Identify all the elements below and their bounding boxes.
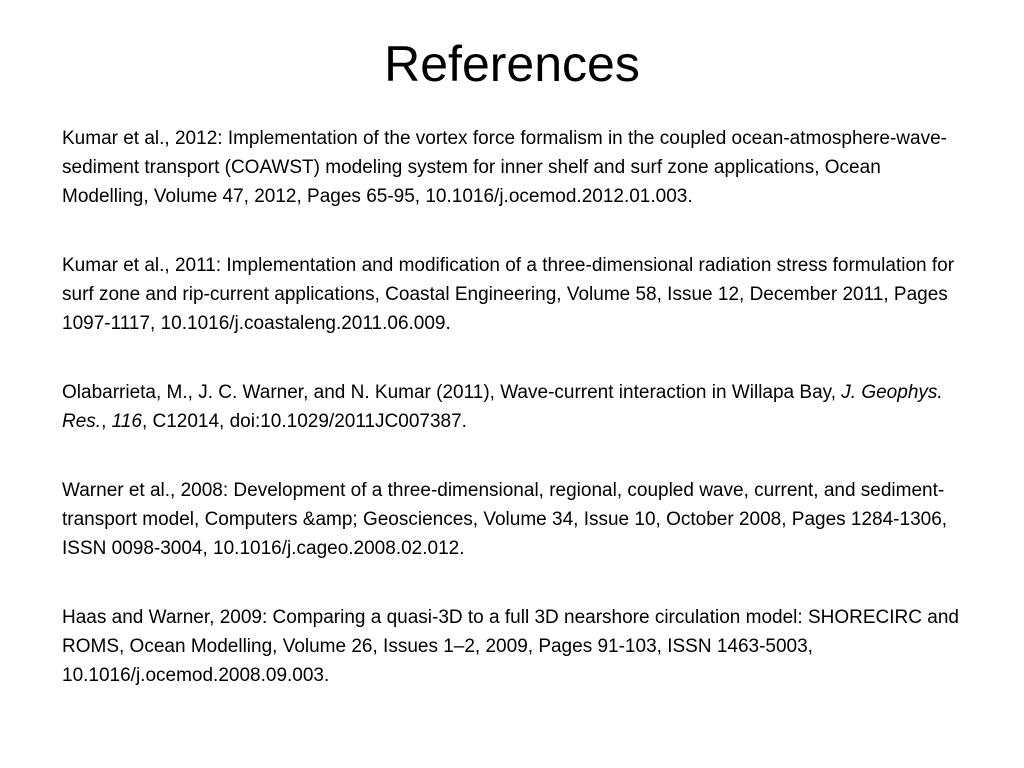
reference-item-haas-2009: Haas and Warner, 2009: Comparing a quasi-3D to a full 3D nearshore circulation model: SHORECIRC and ROMS, Ocean Modelling, Volume 26, Issues 1–2, 2009, Pages 91-103, ISSN 1463-5003, 10.1016/j.ocemod.2008.09.003.: [62, 607, 959, 686]
slide-title: References: [384, 36, 640, 92]
reference-text: , C12014, doi:10.1029/2011JC007387.: [141, 411, 467, 432]
reference-item-kumar-2011: Kumar et al., 2011: Implementation and modification of a three-dimensional radiation stress formulation for surf zone and rip-current applications, Coastal Engineering, Volume 58, Issue 12, December 2011, Pages 1097-1117, 10.1016/j.coastaleng.2011.06.009.: [62, 255, 955, 334]
reference-list: [62, 124, 962, 690]
reference-text: Olabarrieta, M., J. C. Warner, and N. Kumar (2011), Wave-current interaction in Willapa Bay,: [62, 382, 842, 403]
journal-volume: 116: [111, 411, 142, 432]
reference-separator: ,: [101, 411, 112, 432]
reference-item-kumar-2012: Kumar et al., 2012: Implementation of the vortex force formalism in the coupled ocean-atmosphere-wave-sediment transport (COAWST) modeling system for inner shelf and surf zone applications, Ocean Modelling, Volume 47, 2012, Pages 65-95, 10.1016/j.ocemod.2012.01.003.: [62, 128, 947, 207]
reference-item-olabarrieta-2011: [62, 378, 962, 436]
reference-item-warner-2008: Warner et al., 2008: Development of a three-dimensional, regional, coupled wave, current, and sediment-transport model, Computers &amp; Geosciences, Volume 34, Issue 10, October 2008, Pages 1284-1306, ISSN 0098-3004, 10.1016/j.cageo.2008.02.012.: [62, 480, 948, 559]
journal-name: J. Geophys. Res.: [62, 382, 943, 432]
